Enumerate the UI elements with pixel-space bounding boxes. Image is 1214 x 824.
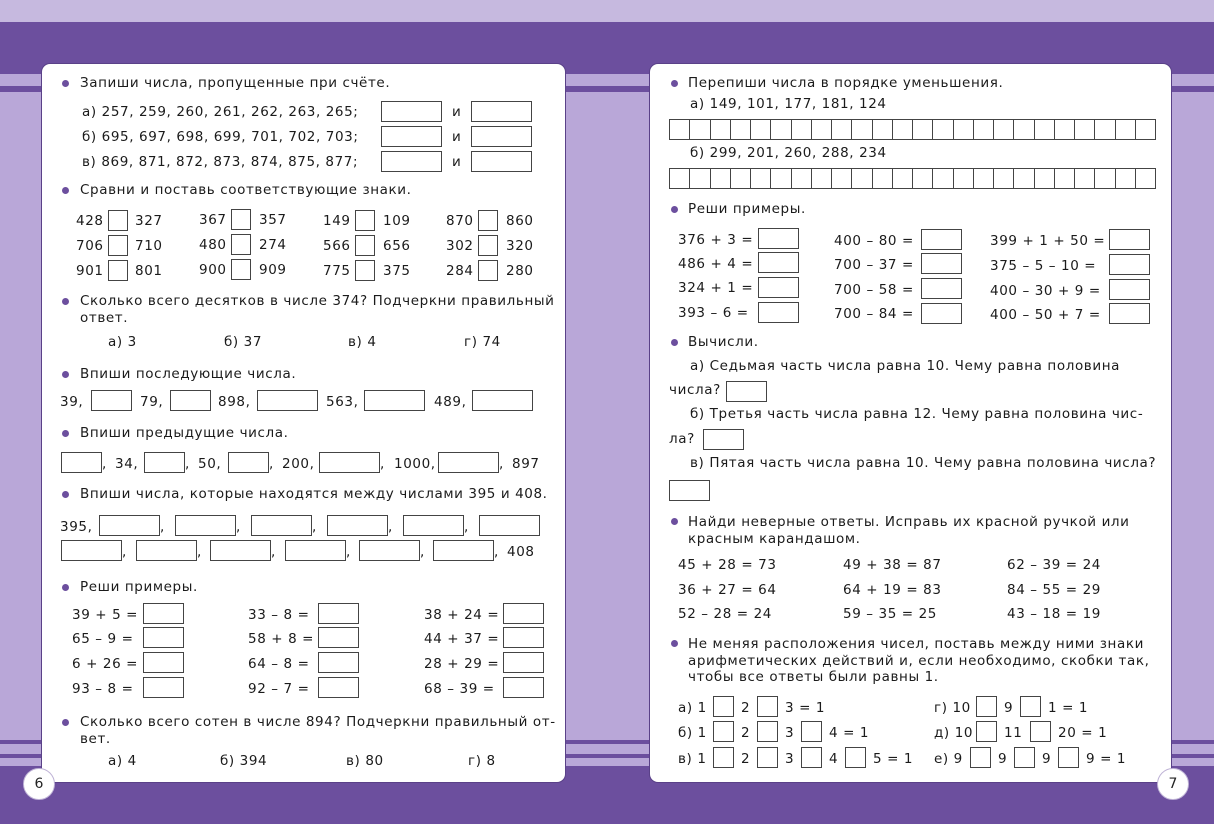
word-problem: б) Третья часть числа равна 12. Чему равна половина чис- [690, 406, 1144, 422]
compare-right: 860 [506, 213, 534, 229]
equation: 62 – 39 = 24 [1007, 557, 1101, 573]
operand: в) 1 [678, 751, 707, 767]
bullet-icon [62, 80, 69, 87]
bullet-icon [62, 491, 69, 498]
math-expression: 399 + 1 + 50 = [990, 233, 1106, 249]
exercise-instruction: Впиши предыдущие числа. [80, 425, 289, 441]
answer-option[interactable]: в) 80 [346, 753, 384, 769]
operand: 9 [1042, 751, 1052, 767]
exercise-instruction: Сколько всего сотен в числе 894? Подчеркни правильный от- [80, 714, 556, 730]
exercise-instruction: ответ. [80, 310, 129, 326]
answer-option[interactable]: г) 74 [464, 334, 501, 350]
operand: 11 [1004, 725, 1023, 741]
answer-box[interactable] [251, 515, 312, 536]
answer-box[interactable] [703, 429, 744, 450]
operand: 2 [741, 751, 751, 767]
equation: 36 + 27 = 64 [678, 582, 777, 598]
sign-box[interactable] [478, 260, 498, 281]
math-expression: 28 + 29 = [424, 656, 500, 672]
top-strip [0, 0, 1214, 22]
answer-box[interactable] [726, 381, 767, 402]
bullet-icon [671, 80, 678, 87]
given-number: 1000, [394, 456, 436, 472]
equation: 49 + 38 = 87 [843, 557, 942, 573]
separator: , [380, 456, 385, 472]
separator: , [312, 519, 317, 535]
compare-left: 149 [323, 213, 351, 229]
answer-box[interactable] [91, 390, 132, 411]
exercise-instruction: Не меняя расположения чисел, поставь между ними знаки [688, 636, 1144, 652]
math-expression: 6 + 26 = [72, 656, 139, 672]
sign-box[interactable] [970, 747, 991, 768]
equation: 64 + 19 = 83 [843, 582, 942, 598]
math-expression: 376 + 3 = [678, 232, 754, 248]
exercise-instruction: Сравни и поставь соответствующие знаки. [80, 182, 412, 198]
operand: 2 [741, 700, 751, 716]
sign-box[interactable] [355, 210, 375, 231]
compare-left: 302 [446, 238, 474, 254]
answer-box[interactable] [1109, 279, 1150, 300]
answer-box[interactable] [758, 252, 799, 273]
answer-box[interactable] [921, 303, 962, 324]
math-expression: 400 – 80 = [834, 233, 914, 249]
sign-box[interactable] [976, 721, 997, 742]
math-expression: 400 – 30 + 9 = [990, 283, 1101, 299]
answer-box[interactable] [1109, 229, 1150, 250]
equation: 59 – 35 = 25 [843, 606, 937, 622]
separator: , [464, 519, 469, 535]
answer-box[interactable] [472, 390, 533, 411]
answer-box[interactable] [381, 126, 442, 147]
sign-box[interactable] [355, 235, 375, 256]
exercise-instruction: Впиши числа, которые находятся между числами 395 и 408. [80, 486, 548, 502]
left-page [42, 64, 565, 782]
answer-box[interactable] [403, 515, 464, 536]
sign-box[interactable] [231, 234, 251, 255]
separator: , [420, 544, 425, 560]
answer-grid[interactable] [669, 119, 1156, 140]
answer-box[interactable] [210, 540, 271, 561]
answer-box[interactable] [170, 390, 211, 411]
compare-left: 900 [199, 262, 227, 278]
answer-box[interactable] [99, 515, 160, 536]
answer-box[interactable] [758, 277, 799, 298]
sign-box[interactable] [478, 235, 498, 256]
answer-box[interactable] [257, 390, 318, 411]
given-number: 79, [140, 394, 164, 410]
answer-option[interactable]: в) 4 [348, 334, 377, 350]
answer-box[interactable] [318, 652, 359, 673]
sign-box[interactable] [757, 747, 778, 768]
math-expression: 486 + 4 = [678, 256, 754, 272]
sign-box[interactable] [845, 747, 866, 768]
exercise-instruction: Сколько всего десятков в числе 374? Подчеркни правильный [80, 293, 555, 309]
operand: 4 [829, 751, 839, 767]
answer-box[interactable] [319, 452, 380, 473]
separator: , [160, 519, 165, 535]
equation: 84 – 55 = 29 [1007, 582, 1101, 598]
compare-left: 428 [76, 213, 104, 229]
answer-box[interactable] [921, 278, 962, 299]
operand: 3 [785, 751, 795, 767]
operand: 4 = 1 [829, 725, 870, 741]
exercise-instruction: Вычисли. [688, 334, 759, 350]
answer-box[interactable] [758, 228, 799, 249]
answer-option[interactable]: б) 37 [224, 334, 263, 350]
separator: , [499, 456, 504, 472]
equation: 43 – 18 = 19 [1007, 606, 1101, 622]
answer-box[interactable] [143, 677, 184, 698]
number-row: а) 149, 101, 177, 181, 124 [690, 96, 887, 112]
page-number-left: 6 [23, 768, 55, 800]
exercise-instruction: Реши примеры. [80, 579, 198, 595]
given-number: 898, [218, 394, 251, 410]
compare-right: 274 [259, 237, 287, 253]
compare-right: 109 [383, 213, 411, 229]
given-number: 489, [434, 394, 467, 410]
bullet-icon [62, 430, 69, 437]
math-expression: 700 – 37 = [834, 257, 914, 273]
sign-box[interactable] [478, 210, 498, 231]
answer-option[interactable]: г) 8 [468, 753, 496, 769]
sign-box[interactable] [976, 696, 997, 717]
math-expression: 65 – 9 = [72, 631, 134, 647]
answer-box[interactable] [471, 101, 532, 122]
answer-box[interactable] [1109, 254, 1150, 275]
sign-box[interactable] [757, 721, 778, 742]
exercise-instruction: чтобы все ответы были равны 1. [688, 669, 939, 685]
sign-box[interactable] [713, 721, 734, 742]
word-problem: числа? [669, 382, 721, 398]
exercise-instruction: Запиши числа, пропущенные при счёте. [80, 75, 391, 91]
math-expression: 33 – 8 = [248, 607, 310, 623]
exercise-instruction: арифметических действий и, если необходимо, скобки так, [688, 653, 1150, 669]
answer-option[interactable]: б) 394 [220, 753, 268, 769]
exercise-instruction: Реши примеры. [688, 201, 806, 217]
sign-box[interactable] [713, 747, 734, 768]
operand: а) 1 [678, 700, 707, 716]
number-row: б) 299, 201, 260, 288, 234 [690, 145, 887, 161]
compare-right: 801 [135, 263, 163, 279]
separator: , [102, 456, 107, 472]
exercise-instruction: Перепиши числа в порядке уменьшения. [688, 75, 1004, 91]
math-expression: 38 + 24 = [424, 607, 500, 623]
operand: д) 10 [934, 725, 974, 741]
answer-option[interactable]: а) 4 [108, 753, 137, 769]
bullet-icon [62, 371, 69, 378]
answer-box[interactable] [669, 480, 710, 501]
math-expression: 375 – 5 – 10 = [990, 258, 1097, 274]
equation: 45 + 28 = 73 [678, 557, 777, 573]
answer-grid[interactable] [669, 168, 1156, 189]
compare-right: 280 [506, 263, 534, 279]
sign-box[interactable] [108, 235, 128, 256]
operand: 1 = 1 [1048, 700, 1089, 716]
bullet-icon [671, 206, 678, 213]
answer-box[interactable] [61, 540, 122, 561]
answer-box[interactable] [471, 151, 532, 172]
sequence-row: б) 695, 697, 698, 699, 701, 702, 703; [82, 129, 359, 145]
word-problem: а) Седьмая часть числа равна 10. Чему равна половина [690, 358, 1121, 374]
compare-right: 320 [506, 238, 534, 254]
answer-box[interactable] [136, 540, 197, 561]
sign-box[interactable] [801, 747, 822, 768]
math-expression: 324 + 1 = [678, 280, 754, 296]
operand: б) 1 [678, 725, 707, 741]
answer-box[interactable] [381, 151, 442, 172]
sign-box[interactable] [355, 260, 375, 281]
math-expression: 68 – 39 = [424, 681, 495, 697]
given-number: 408 [507, 544, 535, 560]
math-expression: 64 – 8 = [248, 656, 310, 672]
conjunction: и [452, 129, 462, 145]
sign-box[interactable] [713, 696, 734, 717]
answer-box[interactable] [327, 515, 388, 536]
given-number: 39, [60, 394, 84, 410]
given-number: 395, [60, 519, 93, 535]
operand: 9 [1004, 700, 1014, 716]
answer-box[interactable] [438, 452, 499, 473]
compare-right: 909 [259, 262, 287, 278]
answer-box[interactable] [175, 515, 236, 536]
compare-right: 327 [135, 213, 163, 229]
sign-box[interactable] [231, 259, 251, 280]
bullet-icon [62, 719, 69, 726]
sign-box[interactable] [1020, 696, 1041, 717]
answer-box[interactable] [1109, 303, 1150, 324]
answer-box[interactable] [61, 452, 102, 473]
exercise-instruction: вет. [80, 731, 111, 747]
separator: , [269, 456, 274, 472]
compare-right: 357 [259, 212, 287, 228]
answer-box[interactable] [318, 627, 359, 648]
math-expression: 393 – 6 = [678, 305, 749, 321]
answer-box[interactable] [359, 540, 420, 561]
answer-box[interactable] [318, 603, 359, 624]
compare-right: 656 [383, 238, 411, 254]
separator: , [185, 456, 190, 472]
given-number: 200, [282, 456, 315, 472]
compare-left: 775 [323, 263, 351, 279]
answer-box[interactable] [471, 126, 532, 147]
operand: 9 [998, 751, 1008, 767]
equation: 52 – 28 = 24 [678, 606, 772, 622]
answer-box[interactable] [318, 677, 359, 698]
math-expression: 93 – 8 = [72, 681, 134, 697]
bullet-icon [62, 584, 69, 591]
answer-box[interactable] [143, 652, 184, 673]
sign-box[interactable] [801, 721, 822, 742]
operand: г) 10 [934, 700, 971, 716]
operand: 9 = 1 [1086, 751, 1127, 767]
given-number: 34, [115, 456, 139, 472]
sign-box[interactable] [231, 209, 251, 230]
answer-box[interactable] [143, 603, 184, 624]
operand: 3 [785, 725, 795, 741]
bullet-icon [671, 339, 678, 346]
bullet-icon [671, 640, 678, 647]
bullet-icon [62, 298, 69, 305]
bullet-icon [671, 518, 678, 525]
given-number: 563, [326, 394, 359, 410]
compare-left: 870 [446, 213, 474, 229]
given-number: 897 [512, 456, 540, 472]
separator: , [346, 544, 351, 560]
compare-left: 566 [323, 238, 351, 254]
conjunction: и [452, 104, 462, 120]
sequence-row: а) 257, 259, 260, 261, 262, 263, 265; [82, 104, 359, 120]
math-expression: 44 + 37 = [424, 631, 500, 647]
operand: 2 [741, 725, 751, 741]
operand: 20 = 1 [1058, 725, 1108, 741]
separator: , [388, 519, 393, 535]
answer-box[interactable] [228, 452, 269, 473]
separator: , [197, 544, 202, 560]
word-problem: в) Пятая часть числа равна 10. Чему равна половина числа? [690, 455, 1157, 471]
answer-box[interactable] [758, 302, 799, 323]
exercise-instruction: красным карандашом. [688, 531, 861, 547]
answer-option[interactable]: а) 3 [108, 334, 137, 350]
separator: , [236, 519, 241, 535]
sign-box[interactable] [757, 696, 778, 717]
operand: е) 9 [934, 751, 963, 767]
compare-left: 706 [76, 238, 104, 254]
answer-box[interactable] [285, 540, 346, 561]
compare-left: 901 [76, 263, 104, 279]
answer-box[interactable] [433, 540, 494, 561]
answer-box[interactable] [503, 677, 544, 698]
conjunction: и [452, 154, 462, 170]
sequence-row: в) 869, 871, 872, 873, 874, 875, 877; [82, 154, 359, 170]
separator: , [271, 544, 276, 560]
separator: , [494, 544, 499, 560]
answer-box[interactable] [921, 229, 962, 250]
operand: 5 = 1 [873, 751, 914, 767]
answer-box[interactable] [381, 101, 442, 122]
math-expression: 92 – 7 = [248, 681, 310, 697]
word-problem: ла? [669, 431, 695, 447]
page-number-right: 7 [1157, 768, 1189, 800]
sign-box[interactable] [1058, 747, 1079, 768]
separator: , [122, 544, 127, 560]
compare-left: 284 [446, 263, 474, 279]
sign-box[interactable] [108, 210, 128, 231]
sign-box[interactable] [108, 260, 128, 281]
compare-left: 480 [199, 237, 227, 253]
math-expression: 700 – 58 = [834, 282, 914, 298]
sign-box[interactable] [1030, 721, 1051, 742]
answer-box[interactable] [503, 603, 544, 624]
math-expression: 39 + 5 = [72, 607, 139, 623]
given-number: 50, [198, 456, 222, 472]
right-page [650, 64, 1171, 782]
answer-box[interactable] [921, 253, 962, 274]
answer-box[interactable] [503, 627, 544, 648]
math-expression: 700 – 84 = [834, 306, 914, 322]
compare-right: 375 [383, 263, 411, 279]
math-expression: 400 – 50 + 7 = [990, 307, 1101, 323]
answer-box[interactable] [364, 390, 425, 411]
bullet-icon [62, 187, 69, 194]
compare-left: 367 [199, 212, 227, 228]
answer-box[interactable] [503, 652, 544, 673]
exercise-instruction: Найди неверные ответы. Исправь их красной ручкой или [688, 514, 1130, 530]
sign-box[interactable] [1014, 747, 1035, 768]
answer-box[interactable] [479, 515, 540, 536]
math-expression: 58 + 8 = [248, 631, 315, 647]
operand: 3 = 1 [785, 700, 826, 716]
answer-box[interactable] [143, 627, 184, 648]
answer-box[interactable] [144, 452, 185, 473]
exercise-instruction: Впиши последующие числа. [80, 366, 297, 382]
compare-right: 710 [135, 238, 163, 254]
